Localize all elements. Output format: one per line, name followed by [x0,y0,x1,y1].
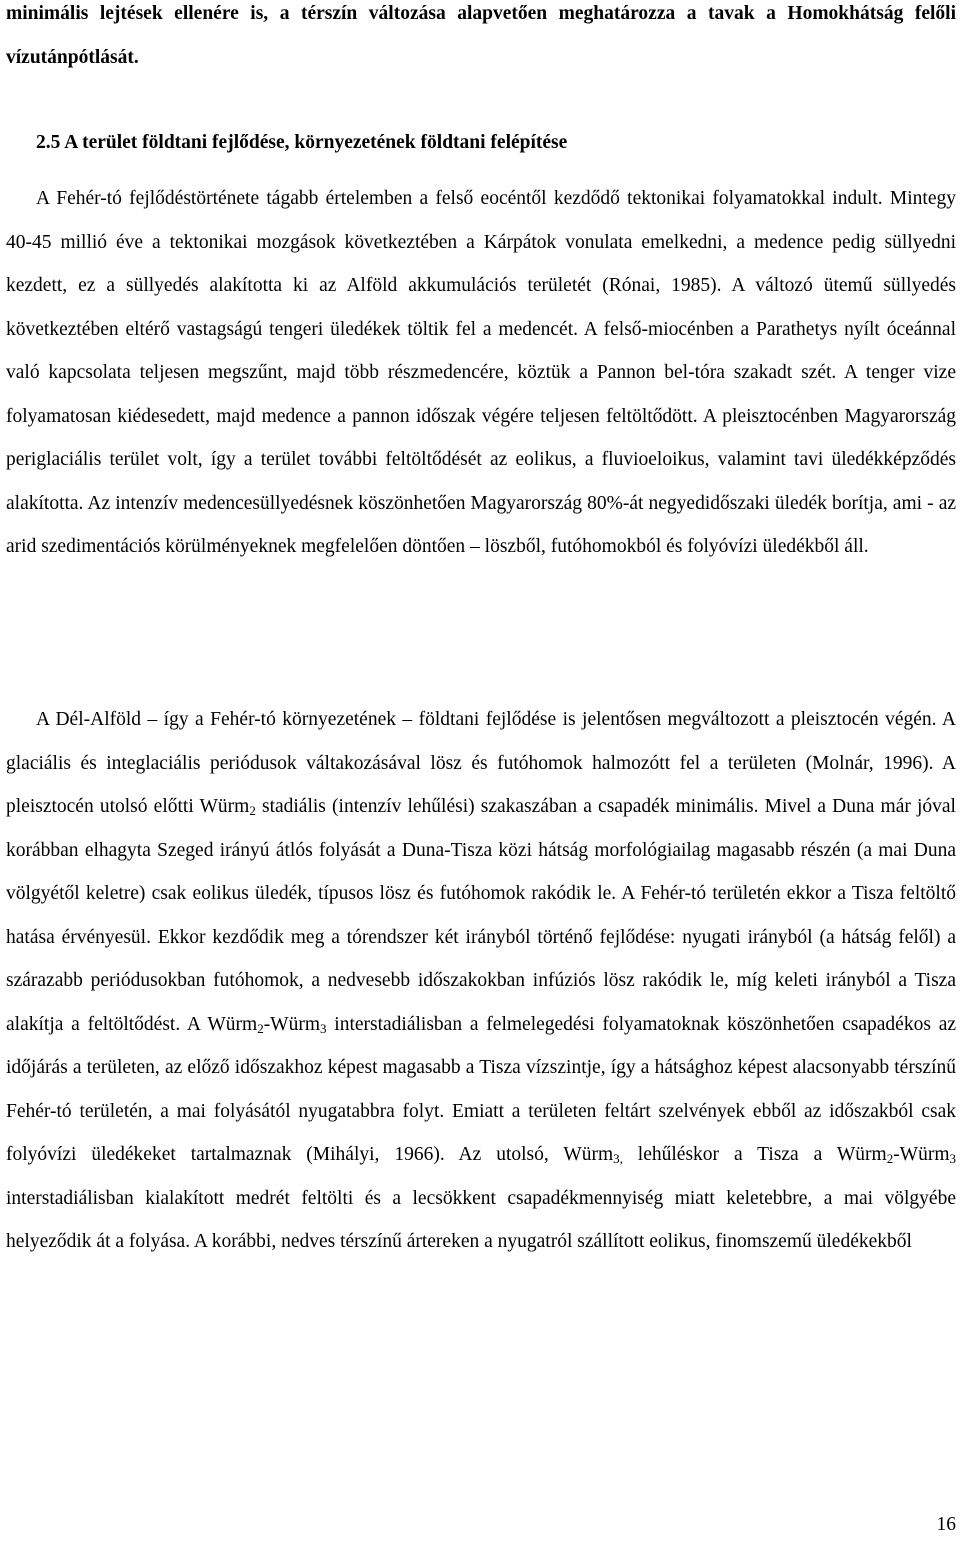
continuation-text: minimális lejtések ellenére is, a térszín változása alapvetően meghatározza a tavak a Homokhátság felőli vízutánpótlását. [6,3,956,68]
section-number: 2.5 [36,132,61,153]
paragraph-2-text-1: A Dél-Alföld – így a Fehér-tó környezetének – földtani fejlődése is jelentősen megváltozott a pleisztocén végén. A glaciális és integlaciális periódusok váltakozásával lösz és futóhomok halmozótt fel a területen (Molnár, 1996). A pleisztocén utolsó előtti Würm [6,709,956,817]
subscript: 3 [320,1020,327,1036]
section-title: A terület földtani fejlődése, környezetének földtani felépítése [64,132,568,153]
paragraph-2-text-7: interstadiálisban kialakított medrét feltölti és a lecsökkent csapadékmennyiség miatt keletebbre, a mai völgyébe helyeződik át a folyása. A korábbi, nedves térszínű ártereken a nyugatról szállított eolikus, finomszemű üledékekből [6,1187,956,1252]
subscript: 2 [257,1020,264,1036]
body-paragraph-1 [6,177,956,569]
subscript: 2 [249,803,256,818]
paragraph-2-text-3: -Würm [263,1013,320,1035]
paragraph-2-text-2: stadiális (intenzív lehűlési) szakaszában a csapadék minimális. Mivel a Duna már jóval korábban elhagyta Szeged irányú átlós folyását a Duna-Tisza közi hátság morfológiailag magasabb részén (a mai Duna völgyétől keletre) csak eolikus üledék, típusos lösz és futóhomok rakódik le. A Fehér-tó területén ekkor a Tisza feltöltő hatása érvényesül. Ekkor kezdődik meg a tórendszer két irányból történő fejlődése: nyugati irányból (a hátság felől) a szárazabb periódusokban futóhomok, a nedvesebb időszakokban infúziós lösz rakódik le, míg keleti irányból a Tisza alakítja a feltöltődést. A Würm [6,796,956,1035]
subscript: 2 [886,1151,894,1166]
paragraph-2-text-4: interstadiálisban a felmelegedési folyamatoknak köszönhetően csapadékos az időjárás a területen, az előző időszakhoz képest magasabb a Tisza vízszintje, így a hátsághoz képest alacsonyabb térszínű Fehér-tó területén, a mai folyásától nyugatabbra folyt. Emiatt a területen feltárt szelvények ebből az időszakból csak folyóvízi üledékeket tartalmaznak (Mihályi, 1966). Az utolsó, Würm [6,1013,957,1165]
subscript: 3, [613,1151,623,1166]
page-number: 16 [936,1514,956,1535]
continuation-paragraph [6,0,956,79]
paragraph-2-text-6: -Würm [893,1144,950,1165]
body-paragraph-2 [6,698,956,1264]
paragraph-2-text-5: lehűléskor a Tisza a Würm [622,1144,887,1165]
subscript: 3 [949,1151,956,1166]
paragraph-1-text: A Fehér-tó fejlődéstörténete tágabb értelemben a felső eocéntől kezdődő tektonikai folyamatokkal indult. Mintegy 40-45 millió éve a tektonikai mozgások következtében a Kárpátok vonulata emelkedni, a medence pedig süllyedni kezdett, ez a süllyedés alakította ki az Alföld akkumulációs területét (Rónai, 1985). A változó ütemű süllyedés következtében eltérő vastagságú tengeri üledékek töltik fel a medencét. A felső-miocénben a Parathetys nyílt óceánnal való kapcsolata teljesen megszűnt, majd több részmedencére, köztük a Pannon bel-tóra szakadt szét. A tenger vize folyamatosan kiédesedett, majd medence a pannon időszak végére teljesen feltöltődött. A pleisztocénben Magyarország periglaciális terület volt, így a terület további feltöltődését az eolikus, a fluvioeloikus, valamint tavi üledékképződés alakította. Az intenzív medencesüllyedésnek köszönhetően Magyarország 80%-át negyedidőszaki üledék borítja, ami - az arid szedimentációs körülményeknek megfelelően döntően – löszből, futóhomokból és folyóvízi üledékből áll. [6,188,956,557]
section-heading [6,121,956,165]
